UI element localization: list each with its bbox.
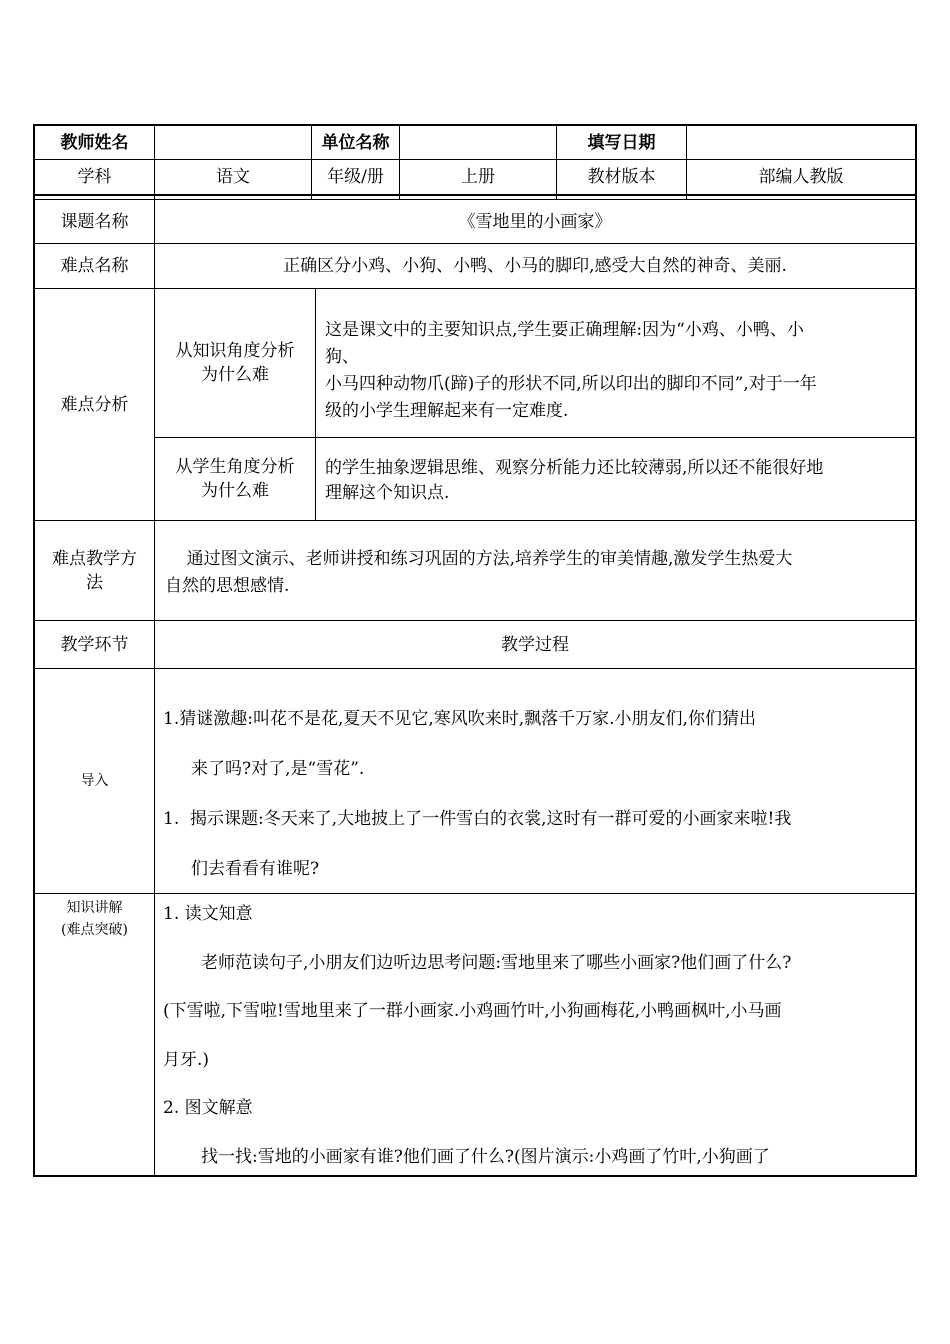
knowledge-section-line2: (难点突破) [61, 922, 128, 938]
teacher-name-field [155, 126, 311, 159]
knowledge-section-line1: 知识讲解 [66, 900, 123, 916]
knowledge-angle-text [325, 317, 910, 425]
text-line: 来了吗?对了,是“雪花”. [191, 759, 365, 779]
unit-name-field [400, 126, 556, 159]
row-divider [35, 520, 915, 521]
fill-date-label: 填写日期 [587, 132, 656, 153]
process-step-label: 教学环节 [60, 634, 129, 655]
text-line: 级的小学生理解起来有一定难度. [325, 401, 569, 421]
topic-value: 《雪地里的小画家》 [458, 211, 612, 232]
text-line: 月牙.) [163, 1049, 210, 1070]
method-text [165, 546, 910, 600]
student-angle-text [325, 456, 910, 506]
text-line: 狗、 [325, 347, 359, 367]
knowledge-angle-line2: 为什么难 [201, 365, 269, 385]
text-line: 们去看看有谁呢? [191, 859, 320, 879]
method-label-line2: 法 [86, 572, 103, 593]
text-line: 通过图文演示、老师讲授和练习巩固的方法,培养学生的审美情趣,激发学生热爱大 [165, 549, 793, 569]
edition-value: 部编人教版 [758, 167, 844, 187]
text-line: 理解这个知识点. [325, 483, 450, 503]
process-label: 教学过程 [501, 634, 569, 655]
analysis-label: 难点分析 [60, 394, 129, 415]
fill-date-field [687, 126, 915, 159]
topic-label: 课题名称 [60, 211, 129, 232]
text-line: 1.猜谜激趣:叫花不是花,夏天不见它,寒风吹来时,飘落千万家.小朋友们,你们猜出 [163, 709, 756, 729]
knowledge-angle-line1: 从知识角度分析 [175, 341, 295, 361]
student-angle-line1: 从学生角度分析 [175, 457, 295, 477]
student-angle-line2: 为什么难 [201, 481, 269, 501]
lesson-plan-table [33, 124, 917, 1177]
text-line: 小马四种动物爪(蹄)子的形状不同,所以印出的脚印不同”,对于一年 [325, 374, 817, 394]
grade-label: 年级/册 [327, 167, 384, 187]
text-line: 这是课文中的主要知识点,学生要正确理解:因为“小鸡、小鸭、小 [325, 320, 804, 340]
text-line: 找一找:雪地的小画家有谁?他们画了什么?(图片演示:小鸡画了竹叶,小狗画了 [201, 1146, 770, 1167]
text-line: 老师范读句子,小朋友们边听边思考问题:雪地里来了哪些小画家?他们画了什么? [201, 952, 792, 973]
text-line: 2. 图文解意 [163, 1098, 253, 1118]
student-angle-label [155, 438, 315, 520]
knowledge-angle-label [155, 289, 315, 437]
row-divider [35, 668, 915, 669]
intro-label: 导入 [80, 773, 109, 789]
method-label-line1: 难点教学方 [52, 548, 137, 569]
grade-value: 上册 [461, 167, 495, 187]
row-divider [35, 194, 915, 196]
subject-label: 学科 [77, 167, 112, 187]
text-line: 自然的思想感情. [165, 576, 290, 596]
teacher-name-label: 教师姓名 [60, 132, 129, 153]
text-line: (下雪啦,下雪啦!雪地里来了一群小画家.小鸡画竹叶,小狗画梅花,小鸭画枫叶,小马画 [163, 1001, 782, 1021]
intro-text [163, 694, 913, 894]
method-label [35, 521, 154, 620]
column-divider [315, 288, 316, 520]
text-line: 1. 读文知意 [163, 904, 253, 924]
difficulty-value: 正确区分小鸡、小狗、小鸭、小马的脚印,感受大自然的神奇、美丽. [283, 256, 787, 276]
text-line: 的学生抽象逻辑思维、观察分析能力还比较薄弱,所以还不能很好地 [325, 458, 824, 478]
difficulty-label: 难点名称 [60, 256, 129, 276]
knowledge-section-text [163, 890, 913, 1181]
edition-label: 教材版本 [587, 167, 656, 187]
text-line: 1. 揭示课题:冬天来了,大地披上了一件雪白的衣裳,这时有一群可爱的小画家来啦!我 [163, 809, 792, 829]
knowledge-section-label [35, 896, 154, 942]
subject-value: 语文 [216, 167, 250, 187]
unit-name-label: 单位名称 [321, 132, 390, 153]
